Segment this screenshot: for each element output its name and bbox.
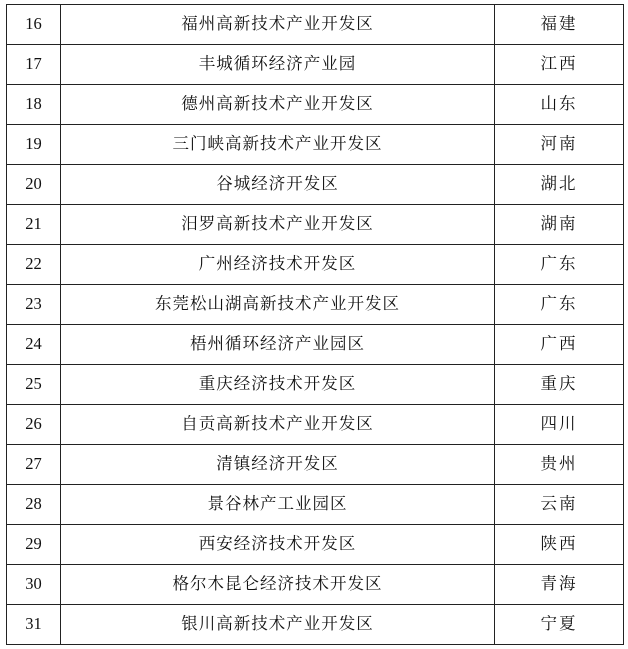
table-row — [7, 405, 624, 445]
province-cell: 四川 — [495, 405, 624, 445]
table-row — [7, 165, 624, 205]
province-cell: 江西 — [495, 45, 624, 85]
table-row — [7, 5, 624, 45]
row-number-cell: 26 — [7, 405, 61, 445]
row-number-cell: 22 — [7, 245, 61, 285]
zone-name-cell: 东莞松山湖高新技术产业开发区 — [61, 285, 495, 325]
table-row — [7, 565, 624, 605]
province-cell: 广西 — [495, 325, 624, 365]
row-number-cell: 20 — [7, 165, 61, 205]
zone-name-cell: 三门峡高新技术产业开发区 — [61, 125, 495, 165]
row-number-cell: 24 — [7, 325, 61, 365]
zone-name-cell: 梧州循环经济产业园区 — [61, 325, 495, 365]
zone-name-cell: 汨罗高新技术产业开发区 — [61, 205, 495, 245]
table-row — [7, 445, 624, 485]
province-cell: 云南 — [495, 485, 624, 525]
zone-name-cell: 广州经济技术开发区 — [61, 245, 495, 285]
table-row — [7, 485, 624, 525]
province-cell: 重庆 — [495, 365, 624, 405]
zone-name-cell: 丰城循环经济产业园 — [61, 45, 495, 85]
province-cell: 福建 — [495, 5, 624, 45]
province-cell: 湖北 — [495, 165, 624, 205]
province-cell: 广东 — [495, 245, 624, 285]
row-number-cell: 23 — [7, 285, 61, 325]
table-row — [7, 125, 624, 165]
row-number-cell: 30 — [7, 565, 61, 605]
row-number-cell: 21 — [7, 205, 61, 245]
table-row — [7, 525, 624, 565]
zone-name-cell: 德州高新技术产业开发区 — [61, 85, 495, 125]
table-row — [7, 205, 624, 245]
zone-name-cell: 自贡高新技术产业开发区 — [61, 405, 495, 445]
row-number-cell: 18 — [7, 85, 61, 125]
table-row — [7, 365, 624, 405]
province-cell: 河南 — [495, 125, 624, 165]
zone-name-cell: 谷城经济开发区 — [61, 165, 495, 205]
province-cell: 山东 — [495, 85, 624, 125]
row-number-cell: 29 — [7, 525, 61, 565]
row-number-cell: 17 — [7, 45, 61, 85]
zone-name-cell: 清镇经济开发区 — [61, 445, 495, 485]
table-row — [7, 245, 624, 285]
zone-name-cell: 格尔木昆仑经济技术开发区 — [61, 565, 495, 605]
zone-name-cell: 重庆经济技术开发区 — [61, 365, 495, 405]
row-number-cell: 27 — [7, 445, 61, 485]
zone-name-cell: 西安经济技术开发区 — [61, 525, 495, 565]
zone-name-cell: 银川高新技术产业开发区 — [61, 605, 495, 645]
row-number-cell: 31 — [7, 605, 61, 645]
table-row — [7, 285, 624, 325]
row-number-cell: 28 — [7, 485, 61, 525]
row-number-cell: 19 — [7, 125, 61, 165]
zone-name-cell: 景谷林产工业园区 — [61, 485, 495, 525]
province-cell: 湖南 — [495, 205, 624, 245]
table-row — [7, 605, 624, 645]
table-row — [7, 325, 624, 365]
province-cell: 陕西 — [495, 525, 624, 565]
province-cell: 贵州 — [495, 445, 624, 485]
province-cell: 广东 — [495, 285, 624, 325]
table-row — [7, 45, 624, 85]
province-cell: 青海 — [495, 565, 624, 605]
province-cell: 宁夏 — [495, 605, 624, 645]
zone-table — [6, 4, 624, 645]
row-number-cell: 25 — [7, 365, 61, 405]
row-number-cell: 16 — [7, 5, 61, 45]
zone-table-body — [7, 5, 624, 645]
zone-name-cell: 福州高新技术产业开发区 — [61, 5, 495, 45]
table-row — [7, 85, 624, 125]
